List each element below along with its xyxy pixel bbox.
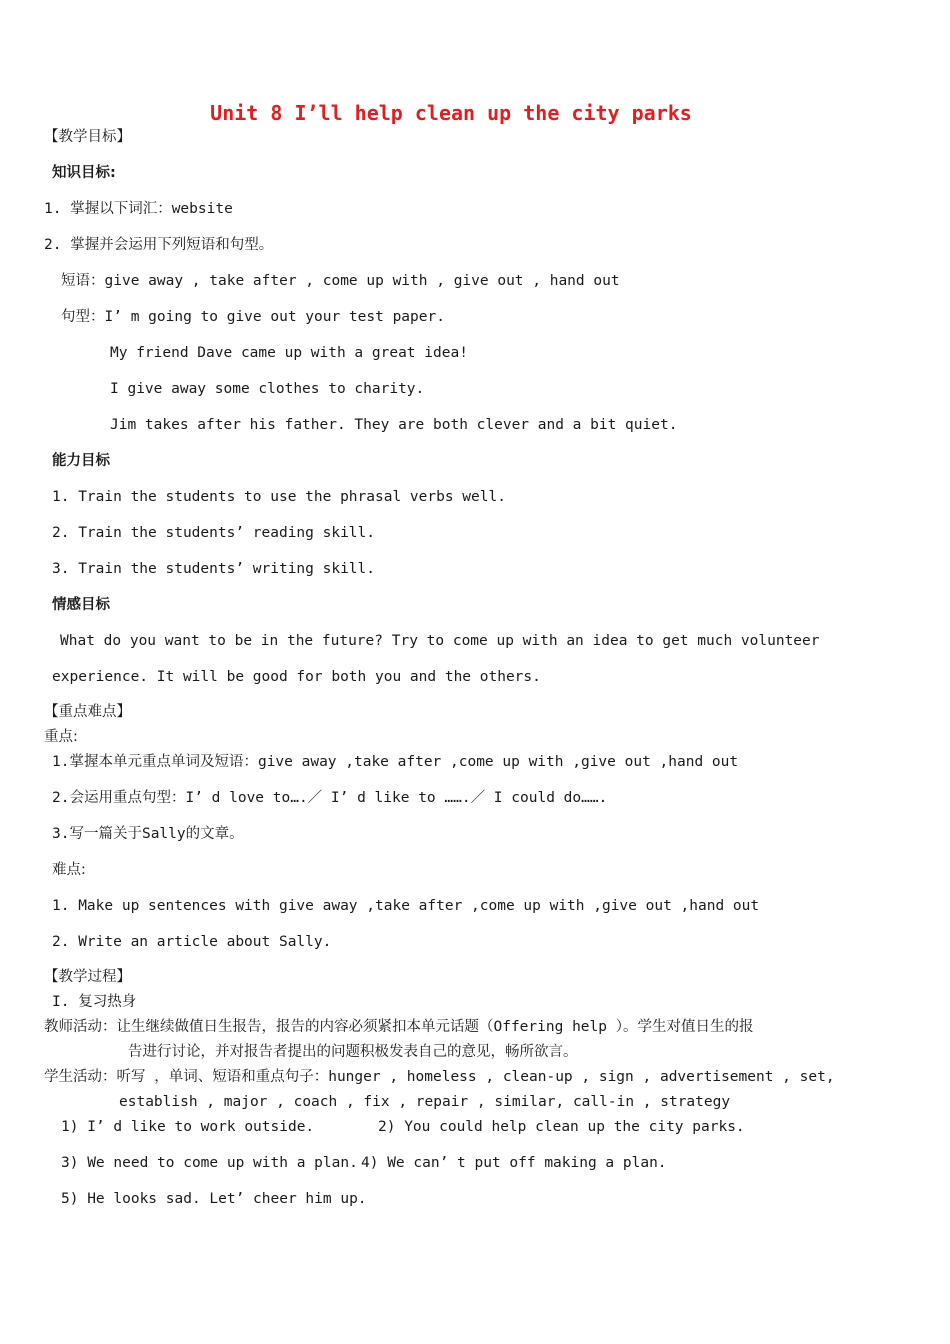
knowledge-item-1: 1. 掌握以下词汇：website — [44, 201, 233, 217]
teacher-activity-line-2: 告进行讨论，并对报告者提出的问题积极发表自己的意见，畅所欲言。 — [128, 1044, 578, 1060]
step-1-heading: I. 复习热身 — [52, 994, 137, 1010]
emotion-header: 情感目标 — [52, 597, 110, 613]
knowledge-item-2: 2. 掌握并会运用下列短语和句型。 — [44, 237, 274, 253]
sentence-2: 2) You could help clean up the city parks. — [378, 1119, 745, 1135]
page-title: Unit 8 I’ll help clean up the city parks — [210, 101, 692, 125]
pattern-line-2: My friend Dave came up with a great idea! — [110, 345, 468, 361]
phrases-line: 短语：give away , take after , come up with , give out , hand out — [61, 273, 620, 289]
difficulty-item-2: 2. Write an article about Sally. — [52, 934, 332, 950]
objectives-header: 【教学目标】 — [44, 129, 131, 145]
ability-item-1: 1. Train the students to use the phrasal verbs well. — [52, 489, 506, 505]
key-item-2: 2.会运用重点句型：I’ d love to….／ I’ d like to …….／ I could do……. — [52, 790, 608, 806]
ability-item-2: 2. Train the students’ reading skill. — [52, 525, 376, 541]
keypoints-header: 【重点难点】 — [44, 704, 131, 720]
pattern-line-4: Jim takes after his father. They are both clever and a bit quiet. — [110, 417, 678, 433]
emotion-line-1: What do you want to be in the future? Try to come up with an idea to get much volunteer — [60, 633, 820, 649]
student-activity-line-1: 学生活动：听写 ，单词、短语和重点句子：hunger , homeless , clean-up , sign , advertisement , set, — [44, 1069, 835, 1085]
sentence-1: 1) I’ d like to work outside. — [61, 1119, 315, 1135]
ability-header: 能力目标 — [52, 453, 110, 469]
ability-item-3: 3. Train the students’ writing skill. — [52, 561, 376, 577]
difficulty-label: 难点: — [52, 862, 86, 878]
sentence-3: 3) We need to come up with a plan. — [61, 1155, 358, 1171]
key-item-1: 1.掌握本单元重点单词及短语：give away ,take after ,come up with ,give out ,hand out — [52, 754, 739, 770]
pattern-line-1: 句型：I’ m going to give out your test paper. — [61, 309, 445, 325]
sentence-4: 4) We can’ t put off making a plan. — [361, 1155, 667, 1171]
process-header: 【教学过程】 — [44, 969, 131, 985]
teacher-activity-line-1: 教师活动：让生继续做值日生报告，报告的内容必须紧扣本单元话题（Offering help ）。学生对值日生的报 — [44, 1019, 754, 1035]
student-activity-line-2: establish , major , coach , fix , repair , similar, call-in , strategy — [119, 1094, 731, 1110]
pattern-line-3: I give away some clothes to charity. — [110, 381, 425, 397]
knowledge-header: 知识目标: — [52, 165, 116, 181]
emotion-line-2: experience. It will be good for both you and the others. — [52, 669, 541, 685]
key-label: 重点: — [44, 729, 78, 745]
difficulty-item-1: 1. Make up sentences with give away ,take after ,come up with ,give out ,hand out — [52, 898, 760, 914]
sentence-5: 5) He looks sad. Let’ cheer him up. — [61, 1191, 367, 1207]
key-item-3: 3.写一篇关于Sally的文章。 — [52, 826, 244, 842]
